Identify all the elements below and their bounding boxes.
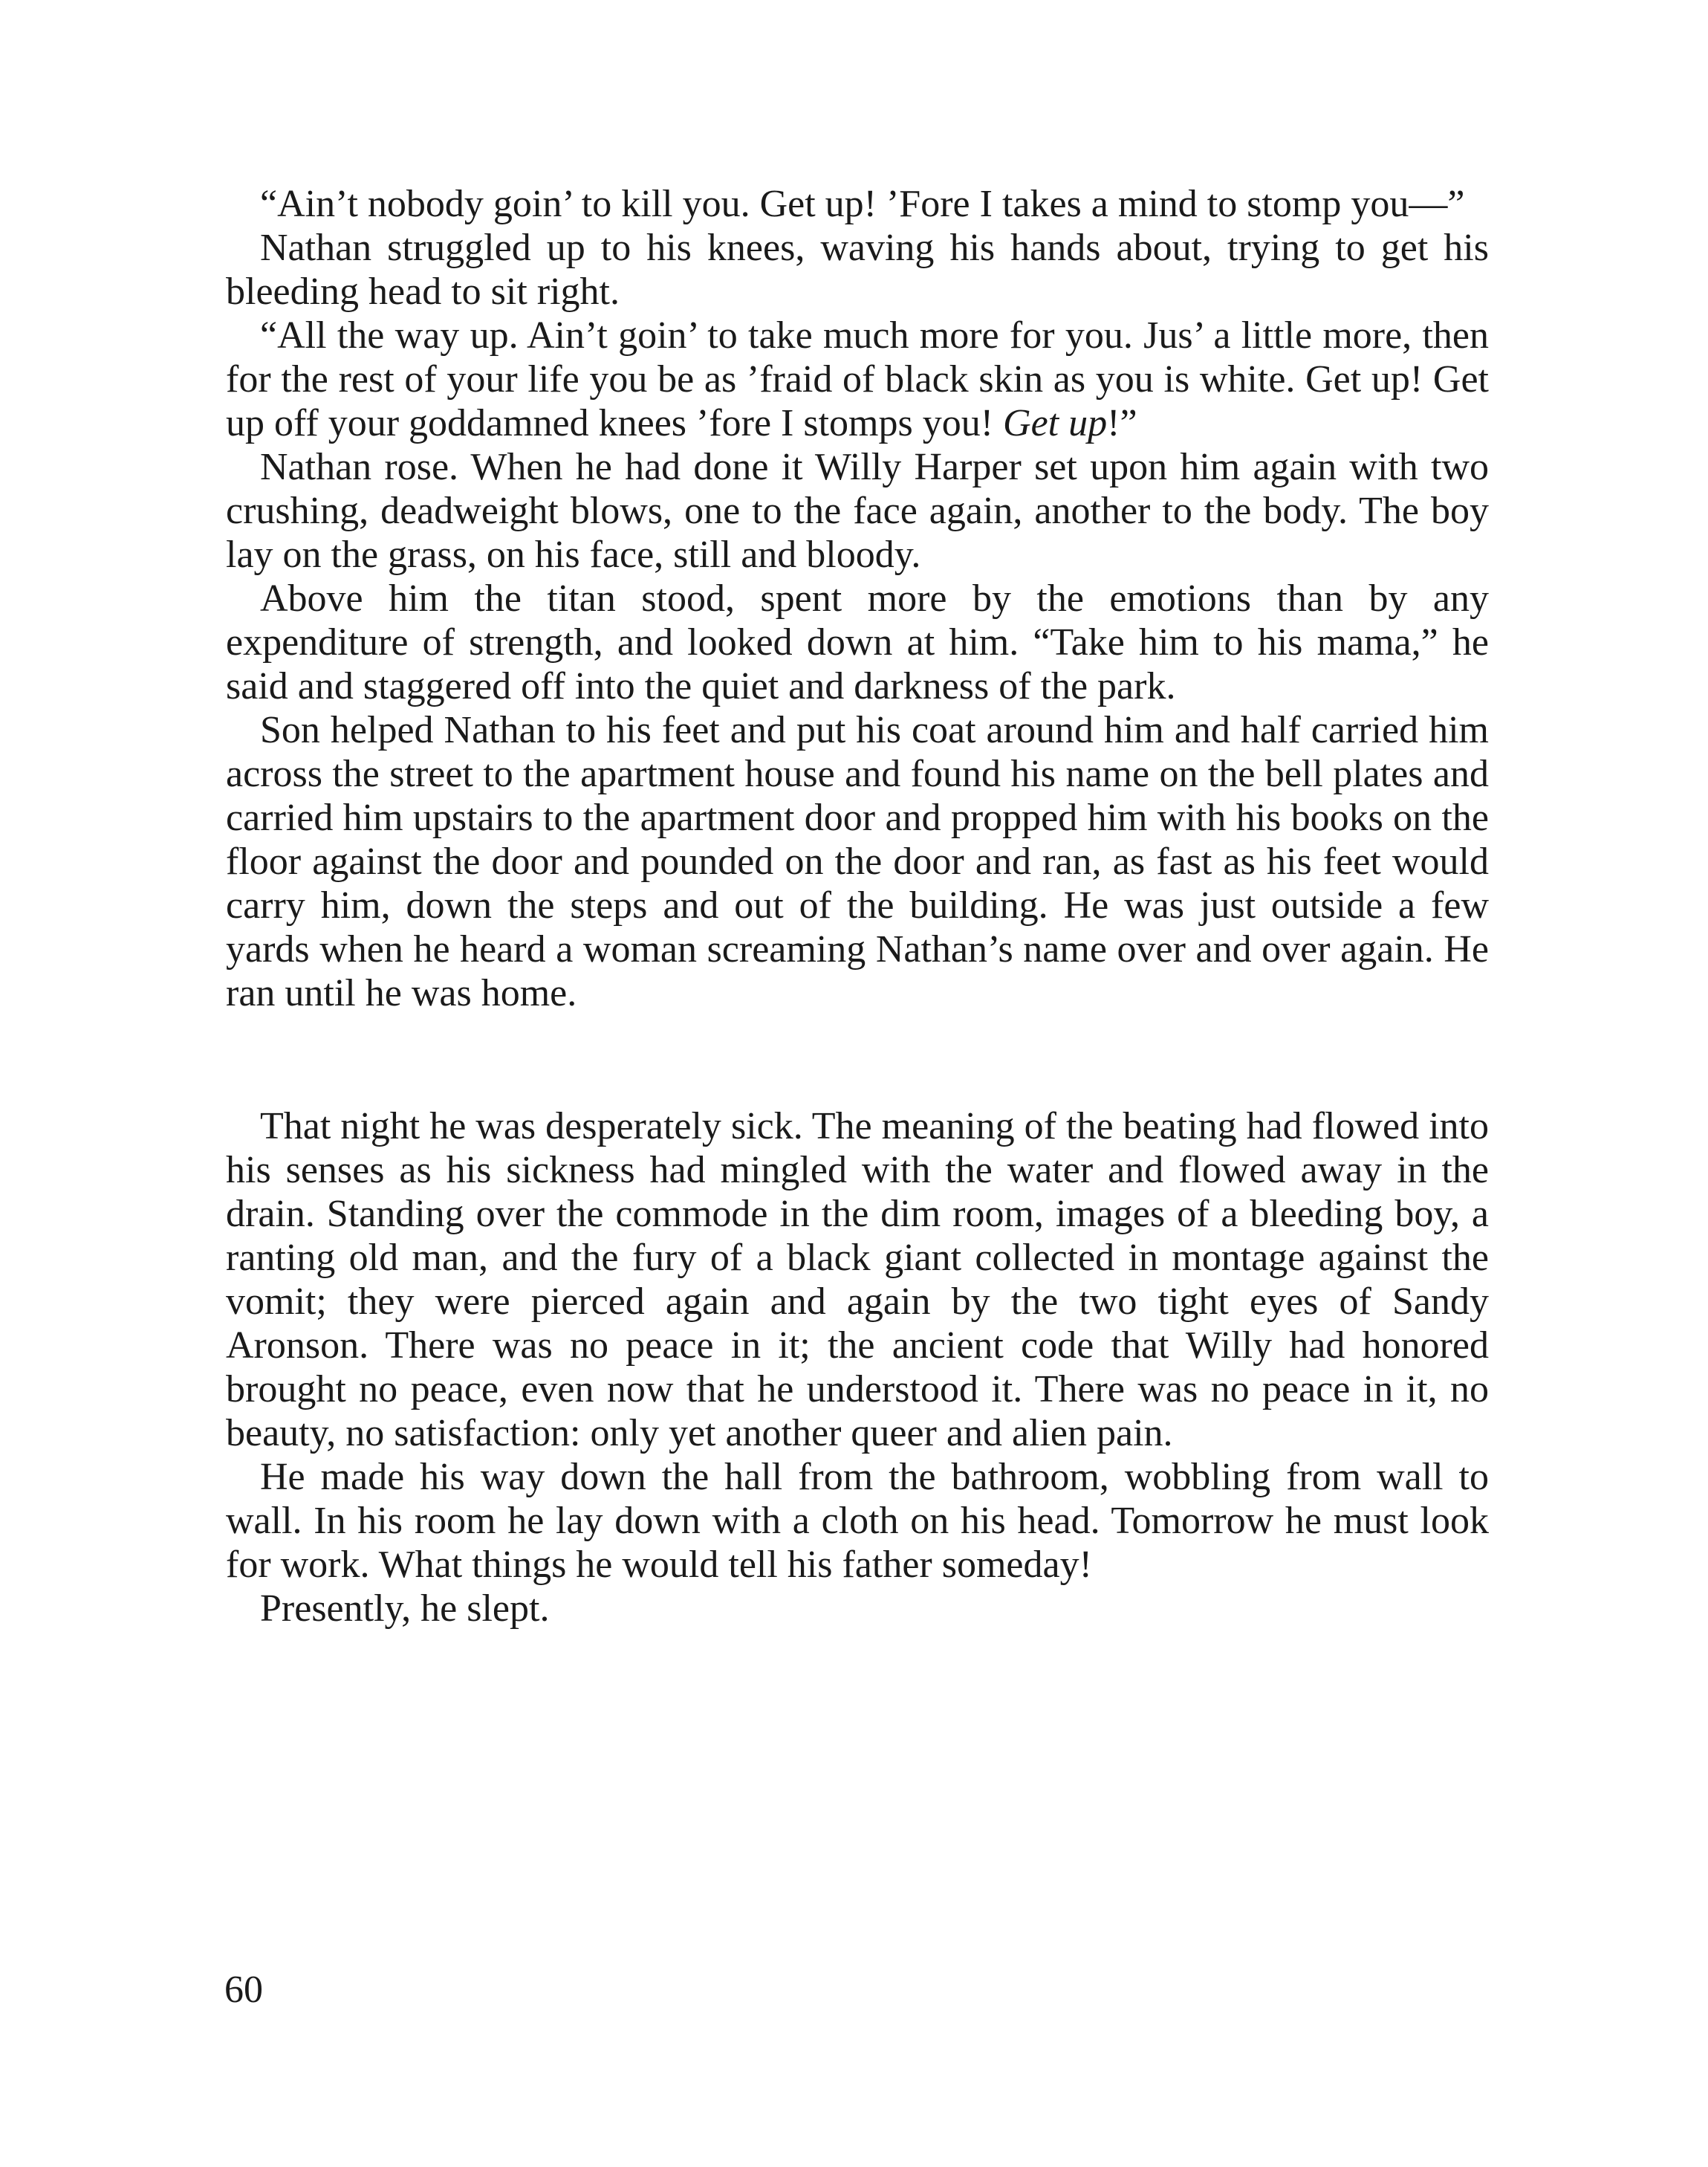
paragraph: Above him the titan stood, spent more by the emotions than by any expenditure of strength, and looked down at him. “Take him to his mama,” he said and staggered off into the quiet and darkness of the park. [226, 577, 1489, 707]
paragraph: “Ain’t nobody goin’ to kill you. Get up! ’Fore I takes a mind to stomp you—” [260, 183, 1465, 225]
paragraph: Nathan struggled up to his knees, waving his hands about, trying to get his bleeding head to sit right. [226, 227, 1489, 313]
paragraph-text: “All the way up. Ain’t goin’ to take much more for you. Jus’ a little more, then for the rest of your life you be as ’fraid of black skin as you is white. Get up! Get up off your goddamned knees ’fore I stomps you! [226, 314, 1489, 444]
text-section-2 [226, 1104, 1489, 1630]
paragraph: That night he was desperately sick. The meaning of the beating had flowed into his senses as his sickness had mingled with the water and flowed away in the drain. Standing over the commode in the dim room, images of a bleeding boy, a ranting old man, and the fury of a black giant collected in montage against the vomit; they were pierced again and again by the two tight eyes of Sandy Aronson. There was no peace in it; the ancient code that Willy had honored brought no peace, even now that he understood it. There was no peace in it, no beauty, no satisfaction: only yet another queer and alien pain. [226, 1105, 1489, 1454]
paragraph: Nathan rose. When he had done it Willy Harper set upon him again with two crushing, deadweight blows, one to the face again, another to the body. The boy lay on the grass, on his face, still and bloody. [226, 446, 1489, 576]
italic-phrase: Get up [1003, 402, 1108, 444]
paragraph: Presently, he slept. [260, 1587, 550, 1630]
paragraph: Son helped Nathan to his feet and put his coat around him and half carried him across the street to the apartment house and found his name on the bell plates and carried him upstairs to the apartment door and propped him with his books on the floor against the door and pounded on the door and ran, as fast as his feet would carry him, down the steps and out of the building. He was just outside a few yards when he heard a woman screaming Nathan’s name over and over again. He ran until he was home. [226, 709, 1489, 1014]
page-number: 60 [224, 1969, 263, 2011]
text-section-1 [226, 182, 1489, 1015]
paragraph: He made his way down the hall from the bathroom, wobbling from wall to wall. In his room he lay down with a cloth on his head. Tomorrow he must look for work. What things he would tell his father someday! [226, 1456, 1489, 1586]
paragraph [226, 314, 1489, 445]
paragraph-tail: !” [1107, 402, 1137, 444]
